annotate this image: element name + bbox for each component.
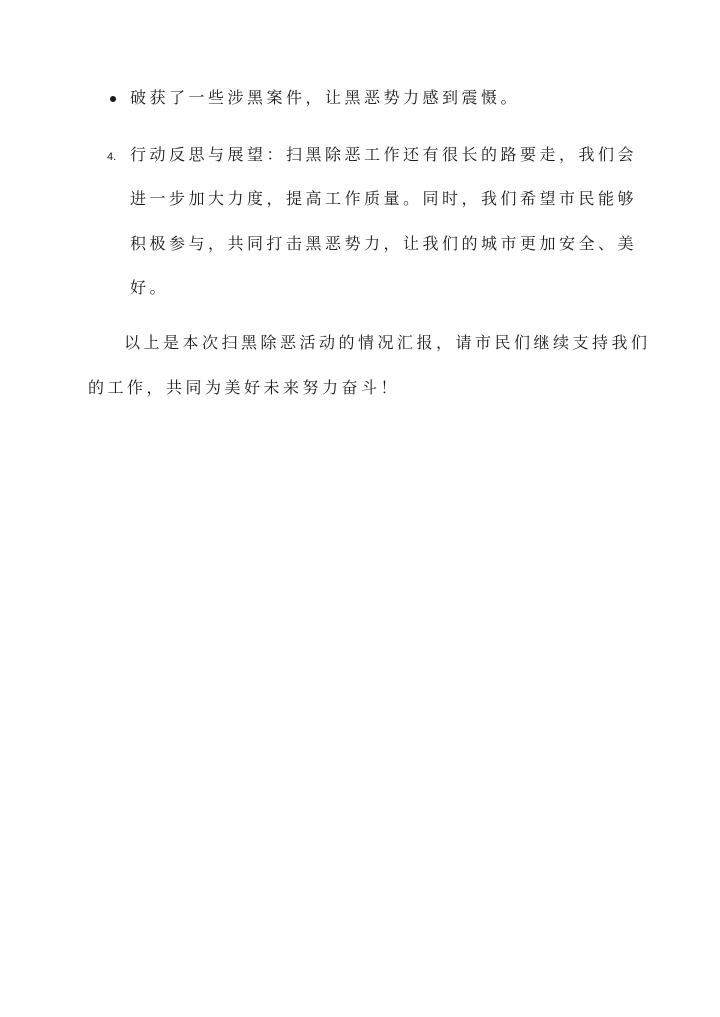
- bullet-marker: [110, 96, 116, 102]
- numbered-item-line: 积极参与，共同打击黑恶势力，让我们的城市更加安全、美: [130, 234, 638, 253]
- list-item-number: 4.: [107, 151, 117, 163]
- closing-paragraph-line: 的工作，共同为美好未来努力奋斗！: [88, 378, 401, 397]
- numbered-item-line: 进一步加大力度，提高工作质量。同时，我们希望市民能够: [130, 189, 638, 208]
- numbered-item-line: 行动反思与展望：扫黑除恶工作还有很长的路要走，我们会: [130, 145, 638, 164]
- bullet-item-text: 破获了一些涉黑案件，让黑恶势力感到震慑。: [130, 88, 521, 107]
- closing-paragraph-line: 以上是本次扫黑除恶活动的情况汇报，请市民们继续支持我们: [124, 333, 651, 352]
- numbered-item-line: 好。: [130, 278, 170, 297]
